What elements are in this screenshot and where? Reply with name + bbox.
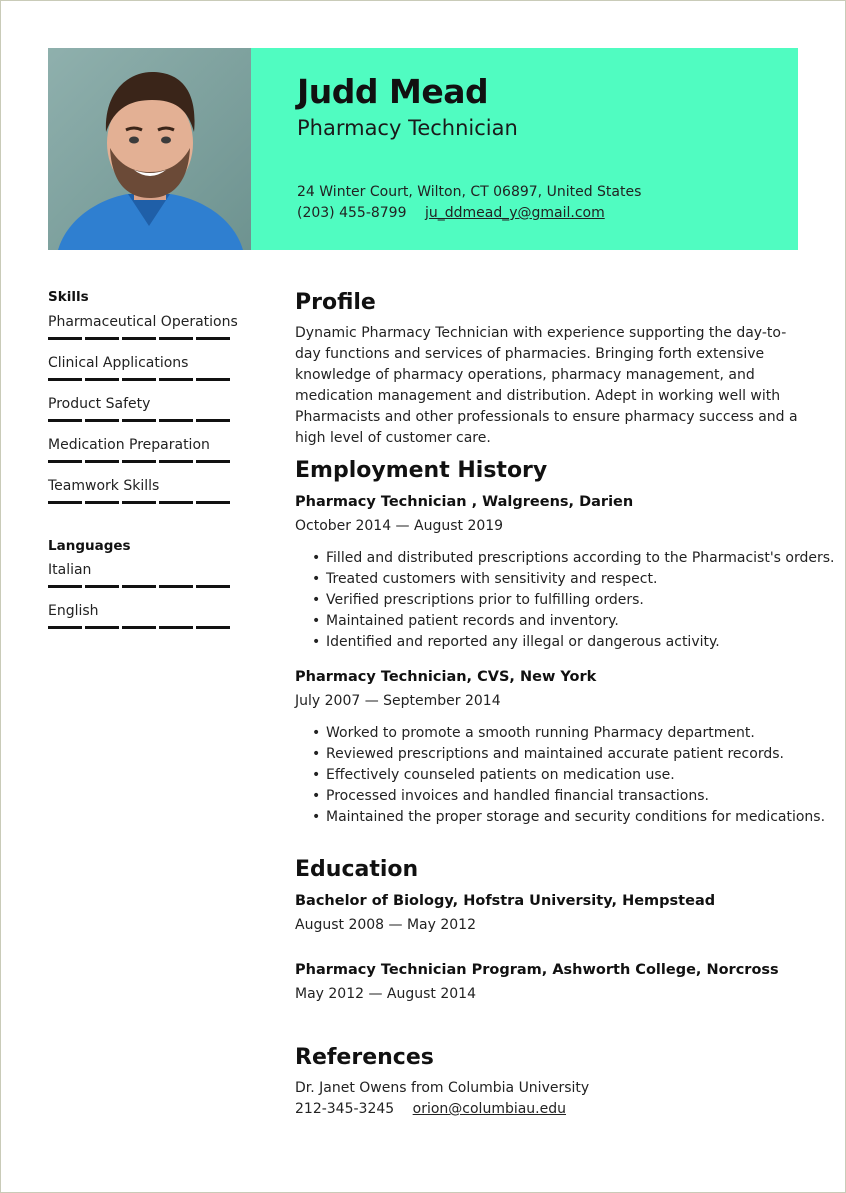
list-item: • Processed invoices and handled financial transactions. xyxy=(326,786,800,807)
education-title: Bachelor of Biology, Hofstra University, Hempstead xyxy=(295,893,716,909)
skill-level-bar xyxy=(48,337,230,340)
skill-label: Pharmaceutical Operations xyxy=(48,314,238,330)
list-item: • Effectively counseled patients on medication use. xyxy=(326,765,800,786)
list-item: • Worked to promote a smooth running Pharmacy department. xyxy=(326,723,800,744)
person-portrait-image xyxy=(48,48,251,250)
list-item: • Verified prescriptions prior to fulfilling orders. xyxy=(326,590,800,611)
skill-label: Product Safety xyxy=(48,396,151,412)
language-level-bar xyxy=(48,626,230,629)
references-heading: References xyxy=(295,1045,434,1070)
skill-level-bar xyxy=(48,460,230,463)
reference-email-link[interactable]: orion@columbiau.edu xyxy=(412,1101,567,1117)
list-item: • Maintained patient records and inventory. xyxy=(326,611,800,632)
candidate-title: Pharmacy Technician xyxy=(297,116,518,140)
job-dates: July 2007 — September 2014 xyxy=(295,693,501,709)
list-item: • Reviewed prescriptions and maintained accurate patient records. xyxy=(326,744,800,765)
employment-heading: Employment History xyxy=(295,458,548,483)
skill-item xyxy=(48,437,230,463)
list-item: • Treated customers with sensitivity and respect. xyxy=(326,569,800,590)
contact-line xyxy=(297,205,605,221)
job-bullets xyxy=(295,548,835,653)
education-dates: May 2012 — August 2014 xyxy=(295,986,476,1002)
skill-level-bar xyxy=(48,378,230,381)
contact-email-link[interactable]: ju_ddmead_y@gmail.com xyxy=(424,205,605,221)
skill-label: Teamwork Skills xyxy=(48,478,160,494)
job-dates: October 2014 — August 2019 xyxy=(295,518,504,534)
list-item: • Maintained the proper storage and security conditions for medications. xyxy=(326,807,800,828)
profile-text: Dynamic Pharmacy Technician with experience supporting the day-to-day functions and services of pharmacies. Bringing forth extensive knowledge of pharmacy operations, pharmacy management, and medication management and distribution. Adept in working well with Pharmacists and other professionals to ensure pharmacy success and a high level of customer care. xyxy=(295,325,798,446)
profile-photo xyxy=(48,48,251,250)
skill-item xyxy=(48,314,238,340)
reference-contact xyxy=(295,1099,800,1120)
contact-phone: (203) 455-8799 xyxy=(297,205,407,221)
language-label: Italian xyxy=(48,562,92,578)
education-heading: Education xyxy=(295,857,419,882)
education-dates: August 2008 — May 2012 xyxy=(295,917,476,933)
language-item xyxy=(48,603,230,629)
skill-item xyxy=(48,396,230,422)
language-item xyxy=(48,562,230,588)
education-title: Pharmacy Technician Program, Ashworth College, Norcross xyxy=(295,962,779,978)
job-bullets xyxy=(295,723,826,828)
languages-heading: Languages xyxy=(48,538,131,554)
skill-item xyxy=(48,478,230,504)
reference-phone: 212-345-3245 xyxy=(295,1101,395,1117)
language-label: English xyxy=(48,603,99,619)
reference-name: Dr. Janet Owens from Columbia University xyxy=(295,1080,590,1096)
skill-item xyxy=(48,355,230,381)
employment-section xyxy=(295,458,800,483)
contact-address: 24 Winter Court, Wilton, CT 06897, United States xyxy=(297,184,642,200)
profile-heading: Profile xyxy=(295,290,376,315)
skills-heading: Skills xyxy=(48,289,89,305)
skill-label: Clinical Applications xyxy=(48,355,189,371)
list-item: • Filled and distributed prescriptions according to the Pharmacist's orders. xyxy=(326,548,800,569)
profile-section xyxy=(295,290,800,315)
language-level-bar xyxy=(48,585,230,588)
skill-label: Medication Preparation xyxy=(48,437,210,453)
skill-level-bar xyxy=(48,501,230,504)
skill-level-bar xyxy=(48,419,230,422)
job-title: Pharmacy Technician , Walgreens, Darien xyxy=(295,494,634,510)
education-section xyxy=(295,857,800,882)
job-title: Pharmacy Technician, CVS, New York xyxy=(295,669,597,685)
references-section xyxy=(295,1045,800,1070)
list-item: • Identified and reported any illegal or dangerous activity. xyxy=(326,632,800,653)
candidate-name: Judd Mead xyxy=(297,72,489,111)
